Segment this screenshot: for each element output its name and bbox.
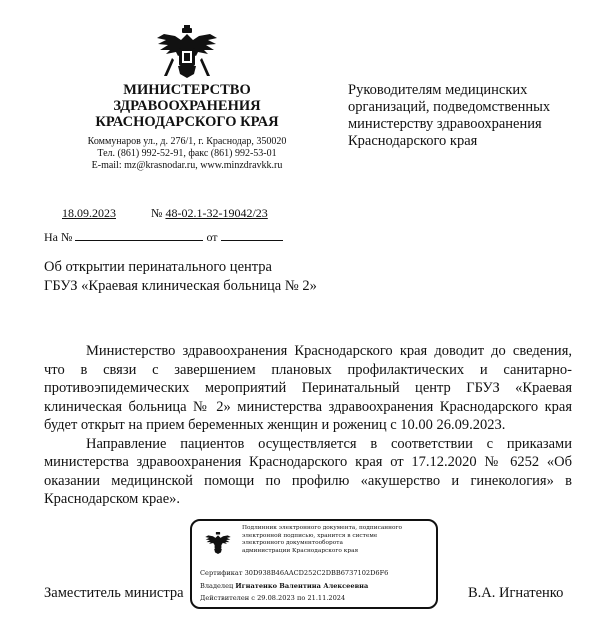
stamp-header-line: электронного документооборота	[242, 540, 343, 546]
valid-label: Действителен	[200, 594, 250, 602]
org-line-2: ЗДРАВООХРАНЕНИЯ	[113, 98, 261, 114]
owner-value: Игнатенко Валентина Алексеевна	[235, 582, 369, 590]
valid-to-label: по	[296, 594, 306, 602]
stamp-header-line: электронной подписью, хранится в системе	[242, 532, 378, 539]
number-label: №	[151, 206, 163, 220]
ministry-contacts	[40, 136, 334, 172]
registration-line	[62, 206, 268, 221]
stamp-header	[242, 525, 430, 555]
registration-date: 18.09.2023	[62, 206, 116, 220]
phone: Тел. (861) 992-52-91, факс (861) 992-53-01	[97, 148, 277, 159]
reply-reference-line	[44, 230, 283, 245]
signatory-name: В.А. Игнатенко	[468, 585, 564, 601]
stamp-certificate	[200, 569, 388, 577]
ministry-name	[40, 82, 334, 130]
registration-number: 48-02.1-32-19042/23	[165, 206, 268, 220]
org-line-1: МИНИСТЕРСТВО	[123, 82, 251, 98]
reply-from-label: от	[206, 230, 218, 244]
email: E-mail: mz@krasnodar.ru, www.minzdravkk.ru	[91, 160, 283, 171]
reply-number-blank	[75, 230, 203, 241]
stamp-owner	[200, 582, 368, 590]
valid-to: 21.11.2024	[307, 594, 346, 602]
letter-subject	[44, 258, 317, 296]
cert-label: Сертификат	[200, 569, 243, 577]
recipient-block	[348, 82, 588, 150]
letter-body	[44, 342, 572, 509]
recipient-line: Краснодарского края	[348, 133, 478, 149]
subject-line-1: Об открытии перинатального центра	[44, 259, 272, 275]
reply-label: На №	[44, 230, 73, 244]
signatory-position: Заместитель министра	[44, 585, 184, 601]
stamp-coat-of-arms-icon	[204, 529, 232, 557]
electronic-signature-stamp	[190, 519, 438, 609]
owner-label: Владелец	[200, 582, 234, 590]
recipient-line: организаций, подведомственных	[348, 99, 551, 115]
stamp-header-line: Подлинник электронного документа, подписанного	[242, 525, 403, 531]
stamp-validity	[200, 594, 345, 602]
stamp-header-line: администрации Краснодарского края	[242, 547, 359, 554]
address: Коммунаров ул., д. 276/1, г. Краснодар, 350020	[87, 136, 287, 147]
cert-value: 30D938B46AACD252C2DBB6737102D6F6	[244, 569, 389, 577]
subject-line-2: ГБУЗ «Краевая клиническая больница № 2»	[44, 278, 317, 294]
org-line-3: КРАСНОДАРСКОГО КРАЯ	[95, 114, 279, 130]
recipient-line: министерству здравоохранения	[348, 116, 542, 132]
valid-from-label: с	[251, 594, 255, 602]
body-paragraph-1: Министерство здравоохранения Краснодарского края доводит до сведения, что в связи с завершением плановых профилактических и санитарно-противоэпидемических мероприятий Перинатальный центр ГБУЗ «Краевая клиническая больница № 2» министерства здравоохранения Краснодарского края будет открыт на прием беременных женщин и рожениц с 10.00 26.09.2023.	[44, 343, 572, 433]
body-paragraph-2: Направление пациентов осуществляется в соответствии с приказами министерства здравоохранения Краснодарского края от 17.12.2020 № 6252 «Об оказании медицинской помощи по профилю «акушерство и гинекология» в Краснодарском крае».	[44, 435, 572, 507]
reply-date-blank	[221, 230, 283, 241]
valid-from: 29.08.2023	[257, 594, 295, 602]
recipient-line: Руководителям медицинских	[348, 82, 528, 98]
coat-of-arms-icon	[154, 24, 220, 80]
